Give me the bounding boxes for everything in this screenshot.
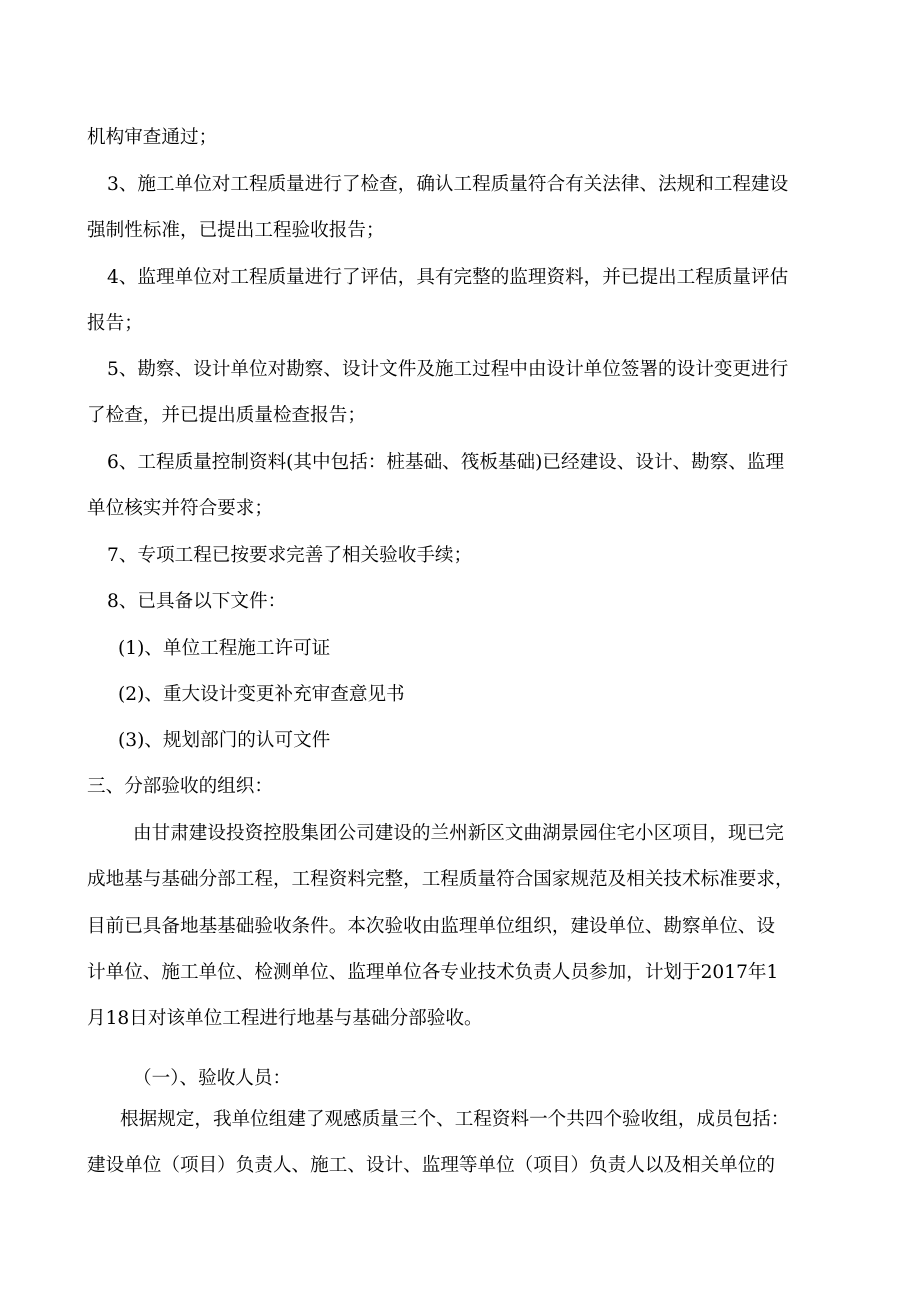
text-line-18: 目前已具备地基基础验收条件。本次验收由监理单位组织，建设单位、勘察单位、设 xyxy=(87,916,775,937)
text-line-4: 4、监理单位对工程质量进行了评估，具有完整的监理资料，并已提出工程质量评估 xyxy=(107,267,789,288)
text-line-3: 强制性标准，已提出工程验收报告； xyxy=(87,220,385,241)
text-line-23: 建设单位（项目）负责人、施工、设计、监理等单位（项目）负责人以及相关单位的 xyxy=(87,1155,775,1176)
text-line-20: 月18日对该单位工程进行地基与基础分部验收。 xyxy=(87,1008,483,1029)
section-heading-3: 三、分部验收的组织： xyxy=(87,776,273,797)
text-line-17: 成地基与基础分部工程，工程资料完整，工程质量符合国家规范及相关技术标准要求， xyxy=(87,869,794,890)
text-line-7: 了检查，并已提出质量检查报告； xyxy=(87,405,366,426)
subsection-heading-1: （一）、验收人员： xyxy=(133,1068,292,1089)
text-line-5: 报告； xyxy=(87,313,143,334)
text-line-13: (2)、重大设计变更补充审查意见书 xyxy=(118,684,405,705)
text-line-14: (3)、规划部门的认可文件 xyxy=(118,730,331,751)
text-line-19: 计单位、施工单位、检测单位、监理单位各专业技术负责人员参加，计划于2017年1 xyxy=(87,962,779,983)
text-line-11: 8、已具备以下文件： xyxy=(107,591,287,612)
text-line-12: (1)、单位工程施工许可证 xyxy=(118,638,331,659)
text-line-22: 根据规定，我单位组建了观感质量三个、工程资料一个共四个验收组，成员包括： xyxy=(120,1109,790,1130)
text-line-8: 6、工程质量控制资料(其中包括：桩基础、筏板基础)已经建设、设计、勘察、监理 xyxy=(107,452,785,473)
text-line-9: 单位核实并符合要求； xyxy=(87,498,273,519)
text-line-16: 由甘肃建设投资控股集团公司建设的兰州新区文曲湖景园住宅小区项目，现已完 xyxy=(133,823,784,844)
text-line-10: 7、专项工程已按要求完善了相关验收手续； xyxy=(107,545,473,566)
text-line-2: 3、施工单位对工程质量进行了检查，确认工程质量符合有关法律、法规和工程建设 xyxy=(107,174,789,195)
text-line-1: 机构审查通过； xyxy=(87,127,218,148)
text-line-6: 5、勘察、设计单位对勘察、设计文件及施工过程中由设计单位签署的设计变更进行 xyxy=(107,359,789,380)
